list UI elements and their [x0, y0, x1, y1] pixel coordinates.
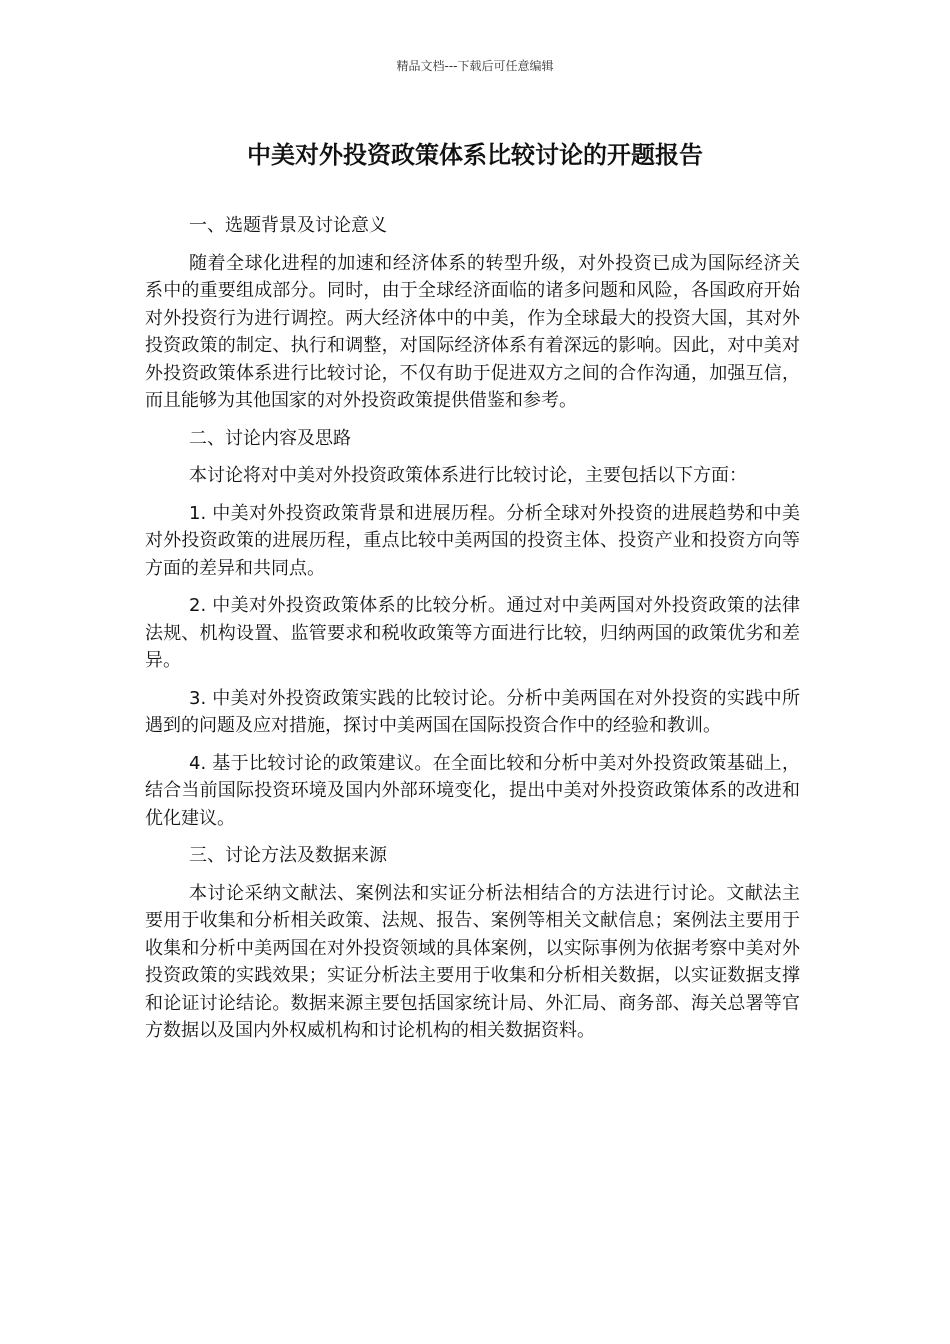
section-heading: 三、讨论方法及数据来源: [189, 845, 387, 866]
list-item-paragraph: 3. 中美对外投资政策实践的比较讨论。分析中美两国在对外投资的实践中所遇到的问题及应对措施，探讨中美两国在国际投资合作中的经验和教训。: [145, 687, 800, 736]
section-content: [145, 425, 800, 833]
list-item-paragraph: 4. 基于比较讨论的政策建议。在全面比较和分析中美对外投资政策基础上，结合当前国际投资环境及国内外部环境变化，提出中美对外投资政策体系的改进和优化建议。: [145, 752, 800, 829]
section-background: [145, 212, 800, 415]
list-item-paragraph: 2. 中美对外投资政策体系的比较分析。通过对中美两国对外投资政策的法律法规、机构设置、监管要求和税收政策等方面进行比较，归纳两国的政策优劣和差异。: [145, 595, 800, 671]
paragraph: 随着全球化进程的加速和经济体系的转型升级，对外投资已成为国际经济关系中的重要组成部分。同时，由于全球经济面临的诸多问题和风险，各国政府开始对外投资行为进行调控。两大经济体中的中美，作为全球最大的投资大国，其对外投资政策的制定、执行和调整，对国际经济体系有着深远的影响。因此，对中美对外投资政策体系进行比较讨论，不仅有助于促进双方之间的合作沟通，加强互信，而且能够为其他国家的对外投资政策提供借鉴和参考。: [145, 252, 800, 411]
paragraph: 本讨论将对中美对外投资政策体系进行比较讨论，主要包括以下方面：: [189, 465, 747, 486]
document-title: 中美对外投资政策体系比较讨论的开题报告: [247, 141, 703, 169]
section-heading: 一、选题背景及讨论意义: [189, 215, 387, 236]
paragraph: 本讨论采纳文献法、案例法和实证分析法相结合的方法进行讨论。文献法主要用于收集和分析相关政策、法规、报告、案例等相关文献信息；案例法主要用于收集和分析中美两国在对外投资领域的具体案例，以实际事例为依据考察中美对外投资政策的实践效果；实证分析法主要用于收集和分析相关数据，以实证数据支撑和论证讨论结论。数据来源主要包括国家统计局、外汇局、商务部、海关总署等官方数据以及国内外权威机构和讨论机构的相关数据资料。: [145, 882, 800, 1041]
section-methods: [145, 842, 800, 1045]
document-body: [145, 212, 800, 1055]
list-item-paragraph: 1. 中美对外投资政策背景和进展历程。分析全球对外投资的进展趋势和中美对外投资政策的进展历程，重点比较中美两国的投资主体、投资产业和投资方向等方面的差异和共同点。: [145, 502, 800, 579]
header-note: 精品文档---下载后可任意编辑: [396, 59, 554, 73]
section-heading: 二、讨论内容及思路: [189, 427, 351, 449]
